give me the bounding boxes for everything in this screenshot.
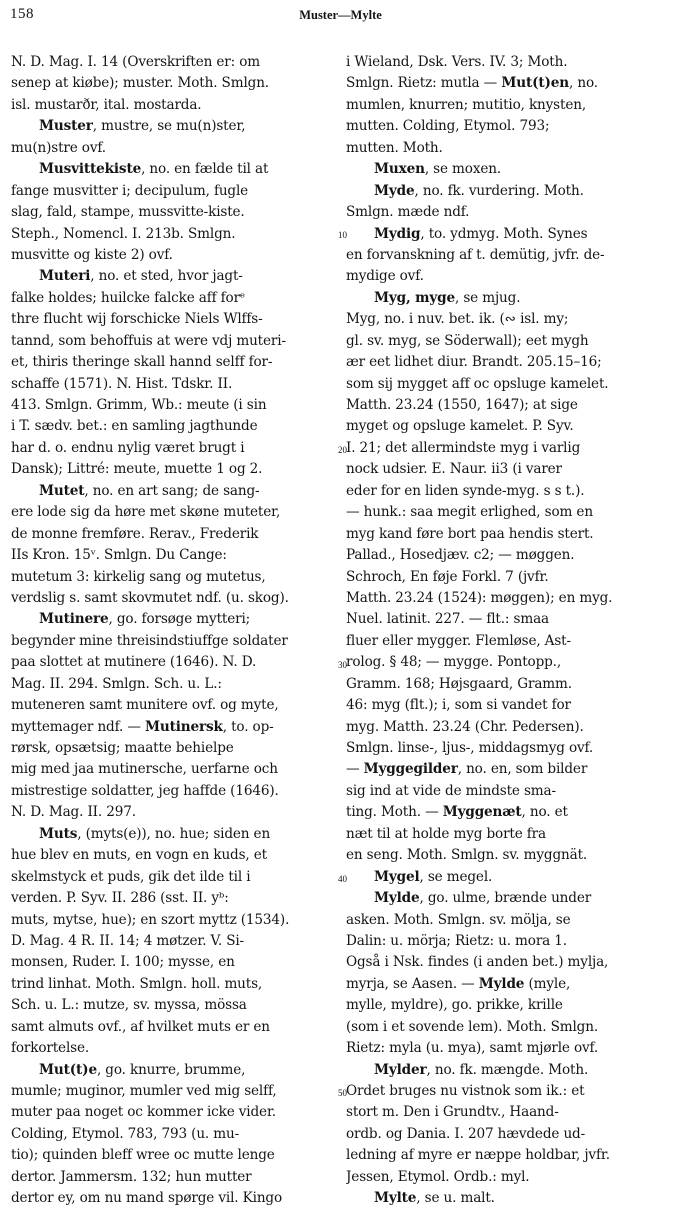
text-line: schaffe (1571). N. Hist. Tdskr. II. xyxy=(11,375,233,392)
text-line: (som i et sovende lem). Moth. Smlgn. xyxy=(346,1018,598,1035)
line-number-40: 40 xyxy=(338,874,347,884)
text-line: Ordet bruges nu vistnok som ik.: et xyxy=(346,1083,585,1099)
text-line: Mutinere, go. forsøge mytteri; xyxy=(39,611,251,628)
text-line: Myg, myge, se mjug. xyxy=(374,289,521,306)
text-line: myg kand føre bort paa hendis stert. xyxy=(346,525,594,542)
text-line: næt til at holde myg borte fra xyxy=(346,825,546,842)
page-number: 158 xyxy=(10,6,34,22)
text-line: et, thiris theringe skall hannd selff for- xyxy=(11,354,273,371)
text-line: D. Mag. 4 R. II. 14; 4 møtzer. V. Si- xyxy=(11,932,244,949)
text-line: muteneren samt munitere ovf. og myte, xyxy=(11,697,279,714)
text-line: Muxen, se moxen. xyxy=(374,161,502,178)
text-line: mumlen, knurren; mutitio, knysten, xyxy=(346,96,586,113)
text-line: mumle; muginor, mumler ved mig selff, xyxy=(11,1083,277,1099)
text-line: ledning af myre er næppe holdbar, jvfr. xyxy=(346,1147,610,1164)
text-line: Mygel, se megel. xyxy=(374,868,493,885)
text-line: thre flucht wij forschicke Niels Wlffs- xyxy=(11,311,263,328)
text-line: Mylder, no. fk. mængde. Moth. xyxy=(374,1061,589,1078)
text-line: nock udsier. E. Naur. ii3 (i varer xyxy=(346,461,562,478)
line-number-20: 20 xyxy=(338,445,347,455)
text-line: N. D. Mag. I. 14 (Overskriften er: om xyxy=(11,54,261,70)
text-line: mistrestige soldatter, jeg haffde (1646). xyxy=(11,782,279,799)
text-line: verden. P. Syv. II. 286 (sst. II. yᵇ: xyxy=(11,890,229,907)
text-line: fange musvitter i; decipulum, fugle xyxy=(11,182,249,199)
text-line: Smlgn. mæde ndf. xyxy=(346,204,470,221)
text-line: mutten. Colding, Etymol. 793; xyxy=(346,118,550,135)
text-line: I. 21; det allermindste myg i varlig xyxy=(346,439,581,456)
text-line: i T. sædv. bet.: en samling jagthunde xyxy=(11,418,258,435)
text-line: Muts, (myts(e)), no. hue; siden en xyxy=(39,825,271,842)
running-head: Muster—Mylte xyxy=(299,8,382,22)
text-line: Musvittekiste, no. en fælde til at xyxy=(39,161,269,178)
text-line: mutten. Moth. xyxy=(346,139,443,156)
text-line: Mut(t)e, go. knurre, brumme, xyxy=(39,1061,246,1078)
text-line: Mydig, to. ydmyg. Moth. Synes xyxy=(374,225,588,242)
text-line: mu(n)stre ovf. xyxy=(11,139,106,156)
text-line: Mag. II. 294. Smlgn. Sch. u. L.: xyxy=(11,675,222,692)
text-line: gl. sv. myg, se Söderwall); eet mygh xyxy=(346,332,589,349)
line-number-10: 10 xyxy=(338,230,347,240)
text-line: mylle, myldre), go. prikke, krille xyxy=(346,997,563,1014)
text-line: mydige ovf. xyxy=(346,268,424,285)
text-line: Muster, mustre, se mu(n)ster, xyxy=(39,118,246,135)
right-column xyxy=(346,52,668,1210)
text-line: verdslig s. samt skovmutet ndf. (u. skog). xyxy=(11,589,289,606)
text-line: rørsk, opsætsig; maatte behielpe xyxy=(11,740,234,756)
text-line: Jessen, Etymol. Ordb.: myl. xyxy=(346,1168,530,1185)
text-line: Mylde, go. ulme, brænde under xyxy=(374,890,592,907)
text-line: stort m. Den i Grundtv., Haand- xyxy=(346,1104,559,1121)
text-line: asken. Moth. Smlgn. sv. mölja, se xyxy=(346,911,571,928)
text-line: Smlgn. Rietz: mutla — Mut(t)en, no. xyxy=(346,75,598,92)
text-line: N. D. Mag. II. 297. xyxy=(11,804,136,821)
text-line: samt almuts ovf., af hvilket muts er en xyxy=(11,1018,270,1035)
text-line: trind linhat. Moth. Smlgn. holl. muts, xyxy=(11,975,263,992)
text-line: monsen, Ruder. I. 100; mysse, en xyxy=(11,954,235,971)
text-line: Mylte, se u. malt. xyxy=(374,1190,495,1207)
text-line: hue blev en muts, en vogn en kuds, et xyxy=(11,847,267,864)
text-line: isl. mustarðr, ital. mostarda. xyxy=(11,96,202,113)
text-line: muts, mytse, hue); en szort myttz (1534). xyxy=(11,911,290,928)
text-line: myttemager ndf. — Mutinersk, to. op- xyxy=(11,718,274,735)
text-line: skelmstyck et puds, gik det ilde til i xyxy=(11,868,251,885)
left-column xyxy=(11,52,333,1210)
text-line: begynder mine threisindstiuffge soldater xyxy=(11,632,288,649)
text-line: dertor. Jammersm. 132; hun mutter xyxy=(11,1168,252,1185)
line-number-30: 30 xyxy=(338,660,347,670)
text-line: Dalin: u. mörja; Rietz: u. mora 1. xyxy=(346,932,567,949)
text-line: slag, fald, stampe, mussvitte-kiste. xyxy=(11,204,245,221)
text-line: — hunk.: saa megit erlighed, som en xyxy=(346,504,593,521)
text-line: Muteri, no. et sted, hvor jagt- xyxy=(39,268,243,285)
text-line: sig ind at vide de mindste sma- xyxy=(346,782,556,799)
text-line: Pallad., Hosedjæv. c2; — møggen. xyxy=(346,547,575,564)
text-line: tio); quinden bleff wree oc mutte lenge xyxy=(11,1147,275,1164)
text-line: 46: myg (flt.); i, som si vandet for xyxy=(346,697,571,714)
text-line: Matth. 23.24 (1550, 1647); at sige xyxy=(346,397,578,413)
text-line: i Wieland, Dsk. Vers. IV. 3; Moth. xyxy=(346,54,568,70)
text-line: Nuel. latinit. 227. — flt.: smaa xyxy=(346,611,549,628)
text-line: de monne fremføre. Rerav., Frederik xyxy=(11,525,259,542)
text-line: en seng. Moth. Smlgn. sv. myggnät. xyxy=(346,847,588,864)
text-line: Myde, no. fk. vurdering. Moth. xyxy=(374,182,584,199)
text-line: Sch. u. L.: mutze, sv. myssa, mössa xyxy=(11,997,247,1014)
text-line: ordb. og Dania. I. 207 hævdede ud- xyxy=(346,1125,586,1142)
text-line: ere lode sig da høre met skøne muteter, xyxy=(11,504,281,521)
text-line: ting. Moth. — Myggenæt, no. et xyxy=(346,804,568,821)
text-line: Mutet, no. en art sang; de sang- xyxy=(39,482,260,499)
text-line: Matth. 23.24 (1524): møggen); en myg. xyxy=(346,589,613,606)
text-line: Gramm. 168; Højsgaard, Gramm. xyxy=(346,675,572,692)
text-line: Rietz: myla (u. mya), samt mjørle ovf. xyxy=(346,1040,599,1057)
text-line: falke holdes; huilcke falcke aff forᵉ xyxy=(11,289,246,306)
text-line: Smlgn. linse-, ljus-, middagsmyg ovf. xyxy=(346,740,594,756)
text-line: paa slottet at mutinere (1646). N. D. xyxy=(11,654,257,671)
text-line: mig med jaa mutinersche, uerfarne och xyxy=(11,761,278,778)
text-line: som sij mygget aff oc opsluge kamelet. xyxy=(346,375,609,392)
text-line: Colding, Etymol. 783, 793 (u. mu- xyxy=(11,1125,240,1142)
text-line: Steph., Nomencl. I. 213b. Smlgn. xyxy=(11,225,236,242)
text-line: myrja, se Aasen. — Mylde (myle, xyxy=(346,975,571,992)
text-line: dertor ey, om nu mand spørge vil. Kingo xyxy=(11,1190,283,1207)
text-line: Også i Nsk. findes (i anden bet.) mylja, xyxy=(346,954,609,971)
text-line: Dansk); Littré: meute, muette 1 og 2. xyxy=(11,461,263,478)
text-line: ær eet lidhet diur. Brandt. 205.15–16; xyxy=(346,354,602,371)
text-line: har d. o. endnu nylig været brugt i xyxy=(11,439,245,456)
text-line: fluer eller mygger. Flemløse, Ast- xyxy=(346,632,571,649)
text-line: — Myggegilder, no. en, som bilder xyxy=(346,761,588,778)
text-line: forkortelse. xyxy=(11,1040,90,1057)
text-line: senep at kiøbe); muster. Moth. Smlgn. xyxy=(11,75,269,92)
text-line: eder for en liden synde-myg. s s t.). xyxy=(346,482,585,499)
line-number-50: 50 xyxy=(338,1088,347,1098)
text-line: tannd, som behoffuis at were vdj muteri- xyxy=(11,332,286,349)
text-line: muter paa noget oc kommer icke vider. xyxy=(11,1104,276,1121)
text-line: musvitte og kiste 2) ovf. xyxy=(11,246,173,263)
text-line: myget og opsluge kamelet. P. Syv. xyxy=(346,418,574,435)
text-line: myg. Matth. 23.24 (Chr. Pedersen). xyxy=(346,718,584,735)
text-line: rolog. § 48; — mygge. Pontopp., xyxy=(346,654,562,671)
text-line: 413. Smlgn. Grimm, Wb.: meute (i sin xyxy=(11,397,267,413)
text-line: en forvanskning af t. demütig, jvfr. de- xyxy=(346,246,605,263)
text-line: mutetum 3: kirkelig sang og mutetus, xyxy=(11,568,266,585)
text-line: IIs Kron. 15ᵛ. Smlgn. Du Cange: xyxy=(11,547,227,564)
text-line: Myg, no. i nuv. bet. ik. (∾ isl. my; xyxy=(346,311,569,328)
text-line: Schroch, En føje Forkl. 7 (jvfr. xyxy=(346,568,549,585)
